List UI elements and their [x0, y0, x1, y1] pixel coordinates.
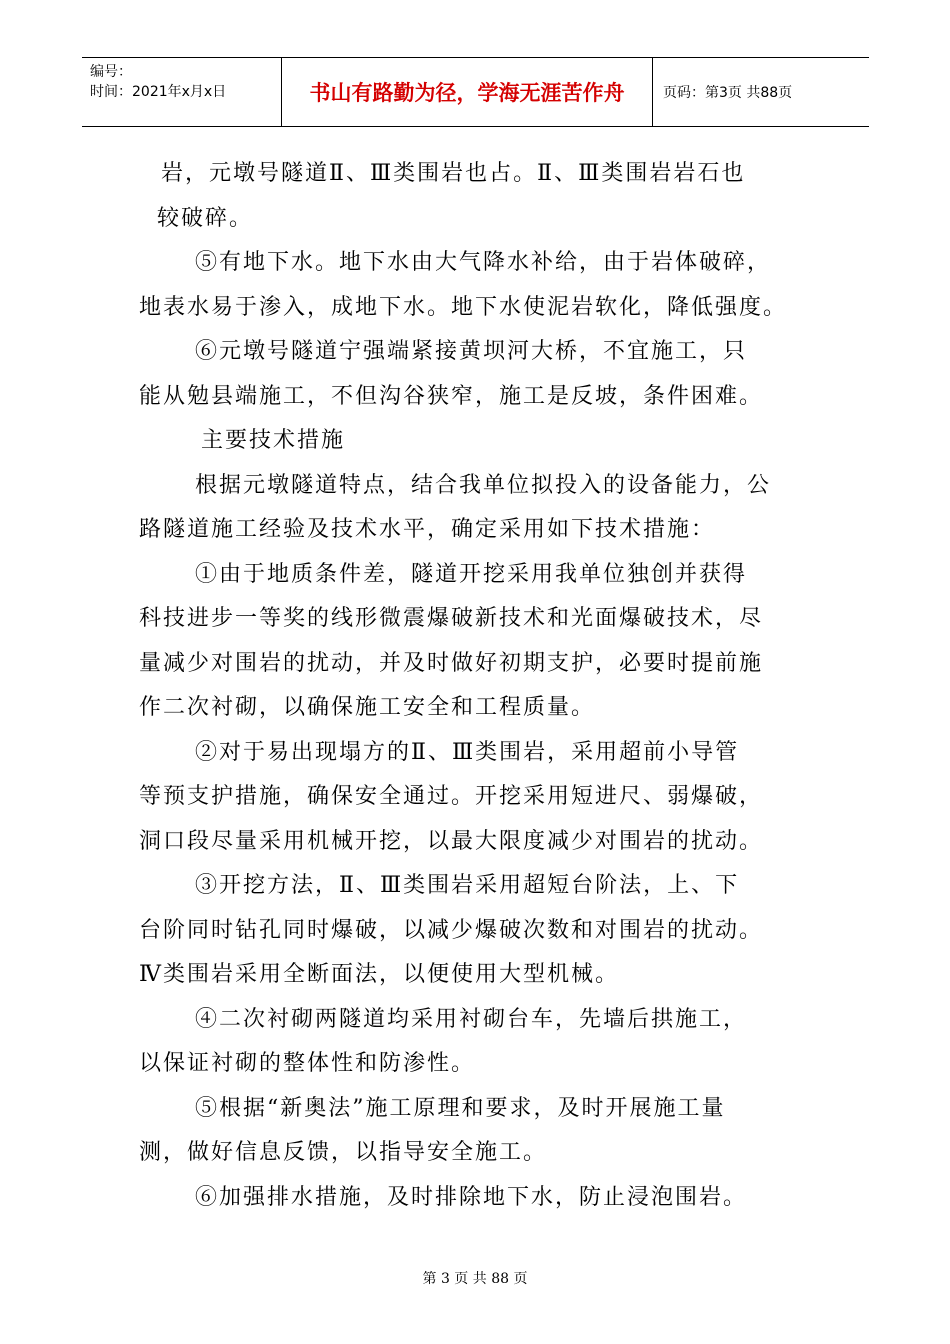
body-line: Ⅳ类围岩采用全断面法，以便使用大型机械。: [139, 962, 619, 987]
body-line: 以保证衬砌的整体性和防渗性。: [139, 1051, 476, 1076]
body-line: 较破碎。: [157, 205, 254, 231]
body-line: ⑤有地下水。地下水由大气降水补给，由于岩体破碎，: [195, 250, 772, 275]
header-page-info: 页码：第3页 共88页: [663, 85, 793, 101]
body-line: 作二次衬砌，以确保施工安全和工程质量。: [139, 695, 596, 720]
body-line: 等预支护措施，确保安全通过。开挖采用短进尺、弱爆破，: [139, 784, 764, 809]
body-line: 主要技术措施: [201, 428, 346, 453]
body-line: ①由于地质条件差，隧道开挖采用我单位独创并获得: [195, 561, 748, 587]
body-line: 量减少对围岩的扰动，并及时做好初期支护，必要时提前施: [139, 650, 764, 676]
document-body: [139, 152, 819, 1220]
body-line: ③开挖方法，Ⅱ、Ⅲ类围岩采用超短台阶法，上、下: [195, 873, 740, 898]
body-line: ④二次衬砌两隧道均采用衬砌台车，先墙后拱施工，: [195, 1006, 748, 1032]
body-line: 岩，元墩号隧道Ⅱ、Ⅲ类围岩也占。Ⅱ、Ⅲ类围岩岩石也: [161, 161, 746, 186]
body-line: 根据元墩隧道特点，结合我单位拟投入的设备能力，公: [195, 472, 772, 498]
body-line: 台阶同时钻孔同时爆破，以减少爆破次数和对围岩的扰动。: [139, 917, 764, 943]
page-header: [82, 57, 869, 127]
time-label: 时间：2021年x月x日: [90, 84, 227, 100]
body-line: ⑥元墩号隧道宁强端紧接黄坝河大桥，不宜施工，只: [195, 339, 748, 364]
body-line: 路隧道施工经验及技术水平，确定采用如下技术措施：: [139, 517, 716, 542]
body-line: 测，做好信息反馈，以指导安全施工。: [139, 1140, 548, 1165]
body-line: ②对于易出现塌方的Ⅱ、Ⅲ类围岩，采用超前小导管: [195, 739, 740, 765]
body-line: 科技进步一等奖的线形微震爆破新技术和光面爆破技术，尽: [139, 606, 764, 631]
body-line: 地表水易于渗入，成地下水。地下水使泥岩软化，降低强度。: [139, 294, 788, 320]
number-label: 编号：: [90, 64, 132, 80]
header-meta: [82, 58, 282, 126]
body-line: 洞口段尽量采用机械开挖，以最大限度减少对围岩的扰动。: [139, 828, 764, 854]
body-line: 能从勉县端施工，不但沟谷狭窄，施工是反坡，条件困难。: [139, 383, 764, 409]
header-motto: 书山有路勤为径，学海无涯苦作舟: [282, 58, 653, 126]
page-footer: 第 3 页 共 88 页: [422, 1271, 528, 1287]
body-line: ⑥加强排水措施，及时排除地下水，防止浸泡围岩。: [195, 1184, 748, 1210]
body-line: ⑤根据“新奥法”施工原理和要求，及时开展施工量: [195, 1095, 726, 1121]
